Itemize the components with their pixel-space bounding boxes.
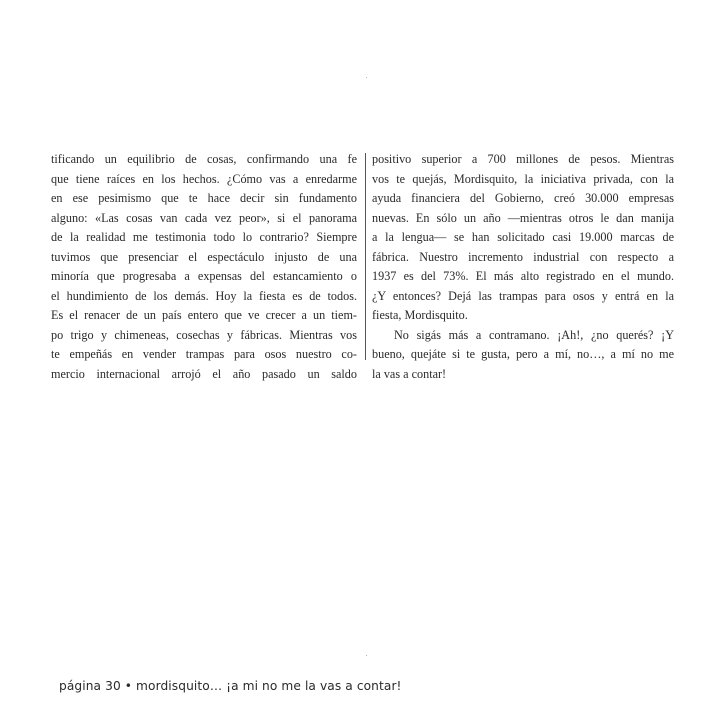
text-line: vos te quejás, Mordisquito, la iniciativa privada, con la xyxy=(372,171,674,186)
text-line: a la lengua— se han solicitado casi 19.000 marcas de xyxy=(372,230,674,244)
text-line: el hundimiento de los demás. Hoy la fiesta es de todos. xyxy=(51,288,357,303)
text-line: minoría que progresaba a expensas del estancamiento o xyxy=(51,269,357,283)
right-text-column xyxy=(372,150,674,384)
text-line: de la realidad me testimonia todo lo contrario? Siempre xyxy=(51,230,357,244)
text-line: positivo superior a 700 millones de pesos. Mientras xyxy=(372,152,674,166)
text-line: te empeñás en vender trampas para osos nuestro co- xyxy=(51,347,357,361)
text-line: fiesta, Mordisquito. xyxy=(372,308,468,322)
column-divider xyxy=(365,153,366,360)
text-line: 1937 es del 73%. El más alto registrado en el mundo. xyxy=(372,269,674,283)
text-line: fábrica. Nuestro incremento industrial con respecto a xyxy=(372,249,674,264)
text-line: ayuda financiera del Gobierno, creó 30.000 empresas xyxy=(372,191,674,205)
text-line: po trigo y chimeneas, cosechas y fábricas. Mientras vos xyxy=(51,327,357,342)
text-line: en ese pesimismo que te hace decir sin fundamento xyxy=(51,191,357,205)
text-line: bueno, quejáte si te gusta, pero a mí, no…, a mí no me xyxy=(372,347,674,361)
text-line: nuevas. En sólo un año —mientras otros le dan manija xyxy=(372,210,674,225)
center-mark-top xyxy=(366,77,367,78)
text-line: Es el renacer de un país entero que ve crecer a un tiem- xyxy=(51,308,357,322)
text-line: mercio internacional arrojó el año pasado un saldo xyxy=(51,366,357,381)
text-line: que tiene raíces en los hechos. ¿Cómo vas a enredarme xyxy=(51,171,357,186)
page-footer: página 30 • mordisquito… ¡a mi no me la vas a contar! xyxy=(59,679,402,693)
text-line: ¿Y entonces? Dejá las trampas para osos y entrá en la xyxy=(372,288,674,303)
text-line: tificando un equilibrio de cosas, confirmando una fe xyxy=(51,152,357,166)
text-line: tuvimos que presenciar el espectáculo injusto de una xyxy=(51,249,357,264)
left-text-column xyxy=(51,150,357,384)
center-mark-bottom xyxy=(366,655,367,656)
text-line: No sigás más a contramano. ¡Ah!, ¿no querés? ¡Y xyxy=(394,327,674,342)
text-line: alguno: «Las cosas van cada vez peor», si el panorama xyxy=(51,210,357,225)
text-line: la vas a contar! xyxy=(372,366,447,381)
